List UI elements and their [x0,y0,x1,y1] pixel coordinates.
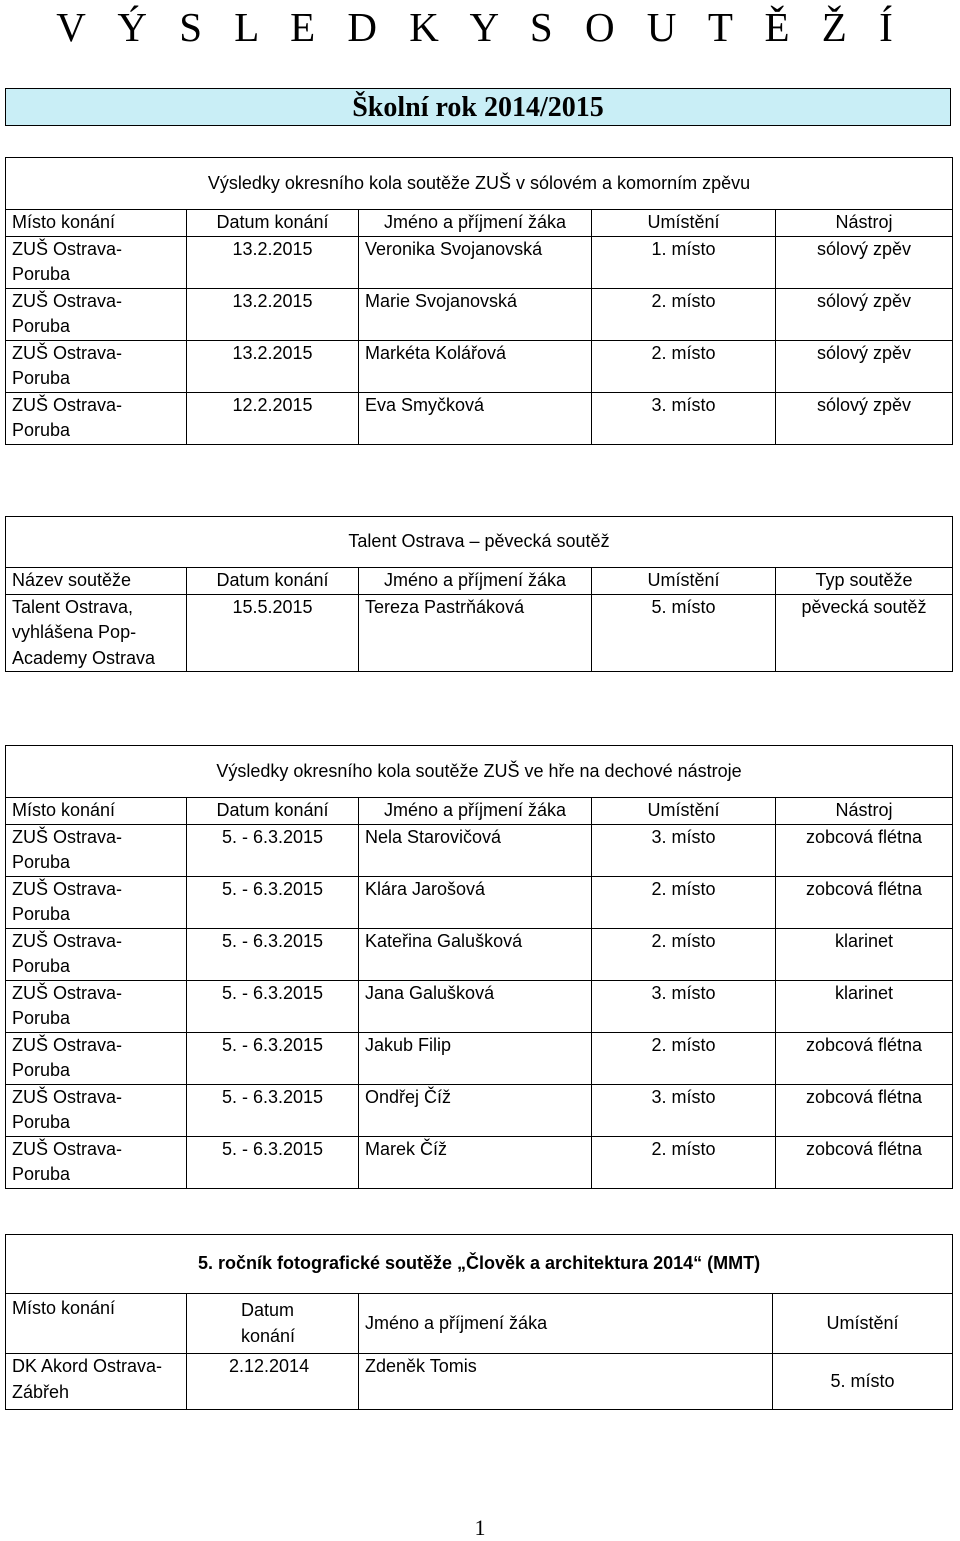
column-header-venue: Místo konání [6,210,187,237]
placement-cell: 2. místo [592,1136,776,1188]
date-cell: 13.2.2015 [187,340,359,392]
student-cell: Kateřina Galušková [359,928,592,980]
talent-ostrava-results-table [5,516,953,672]
column-header-competition: Název soutěže [6,568,187,595]
placement-cell: 2. místo [592,288,776,340]
table-row [6,236,953,288]
date-cell: 13.2.2015 [187,288,359,340]
date-cell: 5. - 6.3.2015 [187,876,359,928]
table-caption: Výsledky okresního kola soutěže ZUŠ ve hře na dechové nástroje [6,746,953,798]
instrument-cell: klarinet [776,980,953,1032]
page-number: 1 [474,1515,486,1540]
student-cell: Veronika Svojanovská [359,236,592,288]
table-row [6,288,953,340]
venue-cell: ZUŠ Ostrava-Poruba [6,340,187,392]
column-header-date: Datum konání [187,568,359,595]
student-cell: Klára Jarošová [359,876,592,928]
placement-cell: 3. místo [592,1084,776,1136]
date-cell: 15.5.2015 [187,594,359,672]
table-row [6,928,953,980]
venue-cell: ZUŠ Ostrava-Poruba [6,1084,187,1136]
table-row [6,1354,953,1410]
date-cell: 5. - 6.3.2015 [187,980,359,1032]
venue-cell: ZUŠ Ostrava-Poruba [6,980,187,1032]
competition-cell: Talent Ostrava, vyhlášena Pop-Academy Ostrava [6,594,187,672]
placement-cell: 5. místo [592,594,776,672]
date-cell: 12.2.2015 [187,392,359,444]
date-cell: 5. - 6.3.2015 [187,928,359,980]
column-header-venue: Místo konání [6,798,187,825]
column-header-student: Jméno a příjmení žáka [359,798,592,825]
table-caption: Talent Ostrava – pěvecká soutěž [6,517,953,568]
table-row [6,1032,953,1084]
venue-cell: DK Akord Ostrava-Zábřeh [6,1354,187,1410]
date-cell: 5. - 6.3.2015 [187,1136,359,1188]
instrument-cell: zobcová flétna [776,1032,953,1084]
school-year-banner: Školní rok 2014/2015 [5,88,951,126]
date-cell: 2.12.2014 [187,1354,359,1410]
venue-cell: ZUŠ Ostrava-Poruba [6,236,187,288]
table-row [6,392,953,444]
student-cell: Tereza Pastrňáková [359,594,592,672]
instrument-cell: klarinet [776,928,953,980]
column-header-placement: Umístění [773,1294,953,1354]
student-cell: Ondřej Číž [359,1084,592,1136]
student-cell: Nela Starovičová [359,824,592,876]
venue-cell: ZUŠ Ostrava-Poruba [6,1136,187,1188]
placement-cell: 3. místo [592,824,776,876]
column-header-student: Jméno a příjmení žáka [359,210,592,237]
instrument-cell: zobcová flétna [776,1136,953,1188]
instrument-cell: sólový zpěv [776,340,953,392]
competition-type-cell: pěvecká soutěž [776,594,953,672]
instrument-cell: sólový zpěv [776,392,953,444]
venue-cell: ZUŠ Ostrava-Poruba [6,928,187,980]
placement-cell: 1. místo [592,236,776,288]
column-header-placement: Umístění [592,798,776,825]
placement-cell: 2. místo [592,876,776,928]
instrument-cell: sólový zpěv [776,236,953,288]
column-header-date: Datum konání [187,210,359,237]
instrument-cell: sólový zpěv [776,288,953,340]
table-caption: Výsledky okresního kola soutěže ZUŠ v sólovém a komorním zpěvu [6,158,953,210]
placement-cell: 2. místo [592,1032,776,1084]
date-cell: 5. - 6.3.2015 [187,1032,359,1084]
column-header-student: Jméno a příjmení žáka [359,568,592,595]
column-header-student: Jméno a příjmení žáka [359,1294,773,1354]
table-caption: 5. ročník fotografické soutěže „Člověk a architektura 2014“ (MMT) [6,1235,953,1294]
date-cell: 5. - 6.3.2015 [187,824,359,876]
student-cell: Jakub Filip [359,1032,592,1084]
instrument-cell: zobcová flétna [776,824,953,876]
venue-cell: ZUŠ Ostrava-Poruba [6,392,187,444]
placement-cell: 3. místo [592,980,776,1032]
page-title: V Ý S L E D K Y S O U T Ě Ž Í [56,4,904,50]
table-row [6,594,953,672]
student-cell: Marie Svojanovská [359,288,592,340]
column-header-venue: Místo konání [6,1294,187,1354]
placement-cell: 3. místo [592,392,776,444]
photography-results-table [5,1234,953,1410]
student-cell: Marek Číž [359,1136,592,1188]
column-header-instrument: Nástroj [776,210,953,237]
venue-cell: ZUŠ Ostrava-Poruba [6,1032,187,1084]
column-header-placement: Umístění [592,210,776,237]
table-row [6,1136,953,1188]
instrument-cell: zobcová flétna [776,1084,953,1136]
table-row [6,824,953,876]
date-cell: 5. - 6.3.2015 [187,1084,359,1136]
placement-cell: 2. místo [592,928,776,980]
student-cell: Zdeněk Tomis [359,1354,773,1410]
table-row [6,980,953,1032]
student-cell: Jana Galušková [359,980,592,1032]
solo-singing-results-table [5,157,953,445]
student-cell: Markéta Kolářová [359,340,592,392]
venue-cell: ZUŠ Ostrava-Poruba [6,824,187,876]
table-row [6,340,953,392]
column-header-date: Datum konání [187,1294,359,1354]
column-header-instrument: Nástroj [776,798,953,825]
student-cell: Eva Smyčková [359,392,592,444]
venue-cell: ZUŠ Ostrava-Poruba [6,876,187,928]
table-row [6,876,953,928]
venue-cell: ZUŠ Ostrava-Poruba [6,288,187,340]
instrument-cell: zobcová flétna [776,876,953,928]
column-header-placement: Umístění [592,568,776,595]
column-header-date: Datum konání [187,798,359,825]
table-row [6,1084,953,1136]
placement-cell: 2. místo [592,340,776,392]
wind-instruments-results-table [5,745,953,1189]
date-cell: 13.2.2015 [187,236,359,288]
column-header-competition-type: Typ soutěže [776,568,953,595]
placement-cell: 5. místo [773,1354,953,1410]
